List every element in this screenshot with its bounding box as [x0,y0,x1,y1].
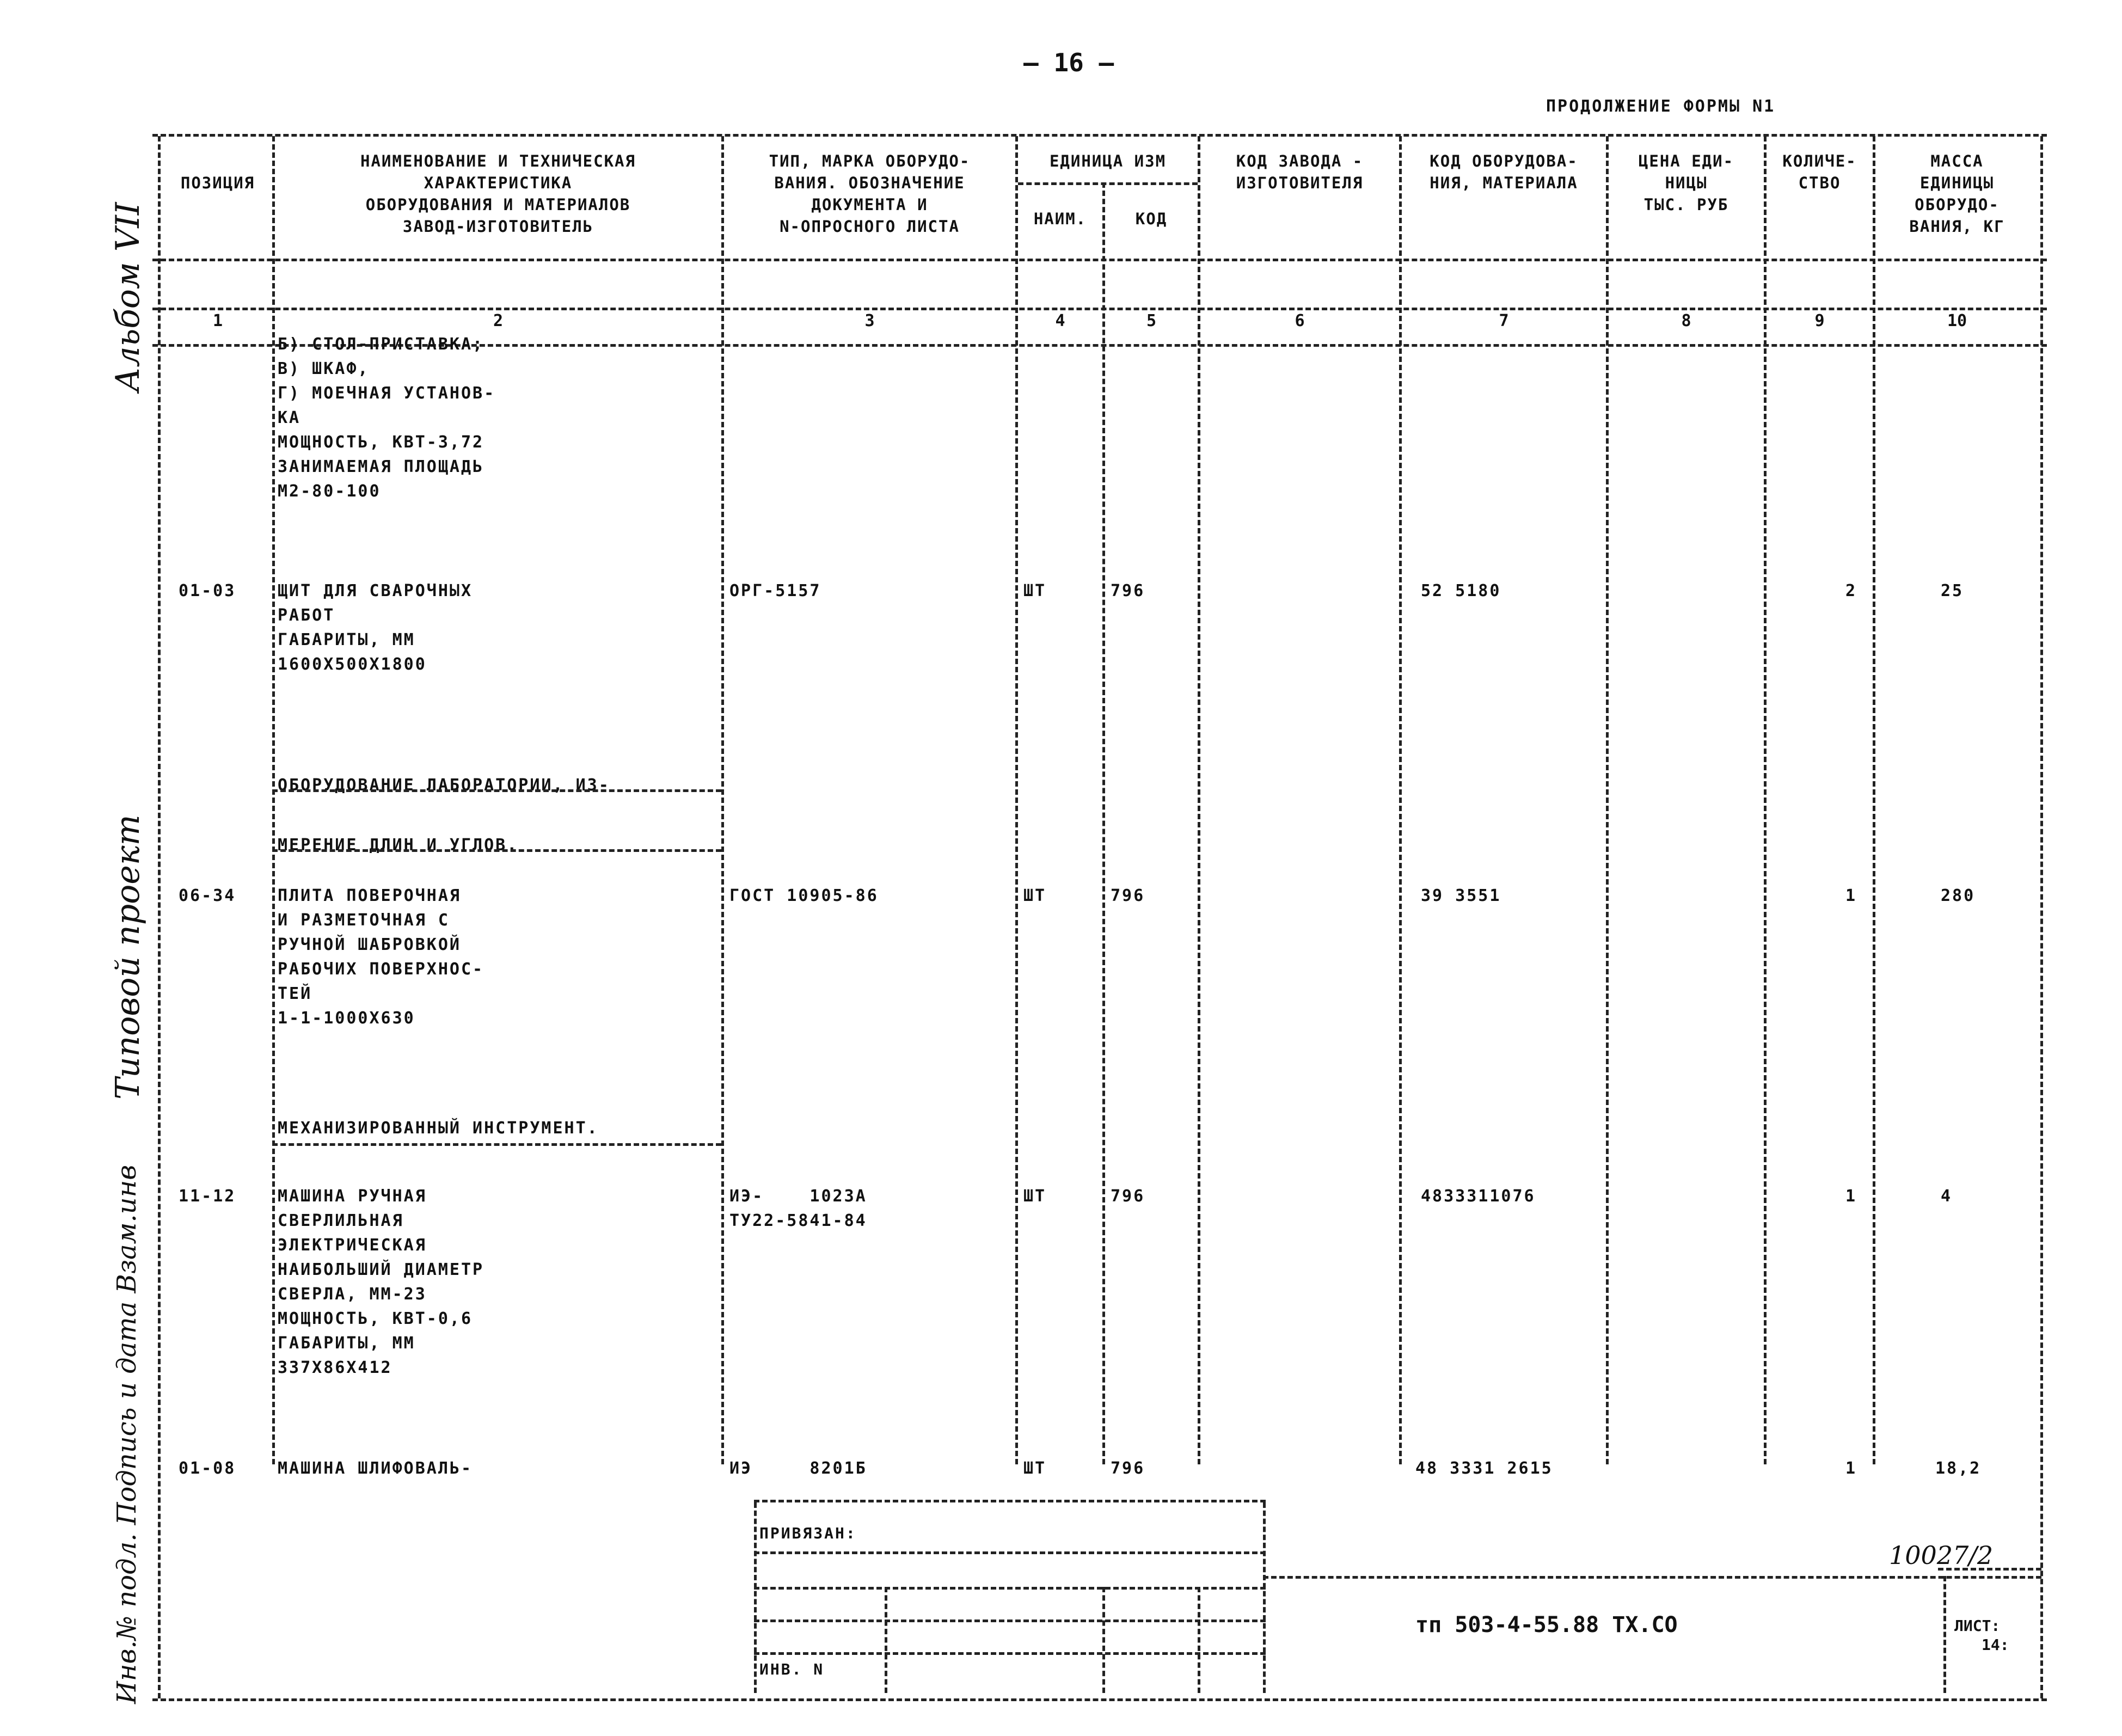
col-line-right [2040,136,2043,1698]
document-code: тп 503-4-55.88 ТХ.СО [1415,1612,1678,1637]
stamp-vline-2 [885,1587,887,1693]
row-06-34-type: ГОСТ 10905-86 [729,886,879,905]
col-line-2 [721,136,724,1464]
stamp-vline-5 [1263,1502,1266,1693]
col-line-left [158,136,161,1698]
margin-project-label: Типовой проект [109,814,147,1100]
col-line-9 [1873,136,1875,1464]
section-underline-1 [272,789,721,792]
col-line-4 [1102,182,1105,1464]
stamp-vline-1 [754,1502,757,1693]
colnum-10: 10 [1947,311,1967,330]
stamp-vline-sheet [1943,1576,1946,1693]
row-11-12-unit: ШТ [1023,1187,1047,1206]
table-top-border [152,134,2047,137]
col-line-6 [1399,136,1402,1464]
sheet-number: 14: [1982,1636,2009,1654]
colnum-7: 7 [1499,311,1509,330]
row-06-34-mass: 280 [1941,886,1976,905]
header-quantity: КОЛИЧЕ- СТВО [1782,152,1857,192]
col-line-7 [1606,136,1609,1464]
header-unit: ЕДИНИЦА ИЗМ [1049,152,1167,170]
row-06-34-name: ПЛИТА ПОВЕРОЧНАЯ И РАЗМЕТОЧНАЯ С РУЧНОЙ ШАБРОВКОЙ РАБОЧИХ ПОВЕРХНОС- ТЕЙ 1-1-1000Х630 [278,886,484,1028]
stamp-line-1 [754,1500,1266,1502]
stamp-line-main [1263,1576,2041,1579]
col-line-1 [272,136,275,1464]
row-06-34-code: 796 [1111,886,1145,905]
colnum-2: 2 [493,311,504,330]
row-01-03-mass: 25 [1941,581,1964,600]
row-11-12-code: 796 [1111,1187,1145,1206]
header-unit-price: ЦЕНА ЕДИ- НИЦЫ ТЫС. РУБ [1638,152,1734,214]
colnum-4: 4 [1055,311,1065,330]
stamp-vline-4 [1198,1587,1200,1693]
colnum-5: 5 [1146,311,1157,330]
form-continuation-title: ПРОДОЛЖЕНИЕ ФОРМЫ N1 [1546,97,1776,116]
stamp-line-4 [754,1620,1266,1622]
row-11-12-type: ИЭ- 1023А ТУ22-5841-84 [729,1187,867,1230]
row-11-12-quantity: 1 [1845,1187,1857,1206]
handwritten-archive-number: 10027/2 [1889,1541,1994,1570]
header-factory-code: КОД ЗАВОДА - ИЗГОТОВИТЕЛЯ [1236,152,1364,192]
row-11-12-mass: 4 [1941,1187,1953,1206]
row-06-34-position: 06-34 [179,886,236,905]
stamp-line-5 [754,1652,1266,1655]
row-01-03-unit: ШТ [1023,581,1047,600]
row-11-12-name: МАШИНА РУЧНАЯ СВЕРЛИЛЬНАЯ ЭЛЕКТРИЧЕСКАЯ НАИБОЛЬШИЙ ДИАМЕТР СВЕРЛА, ММ-23 МОЩНОСТЬ, КВТ-0,6 ГАБАРИТЫ, ММ 337Х86Х412 [278,1187,484,1377]
row-01-08-code: 796 [1111,1459,1145,1478]
row-01-03-name: ЩИТ ДЛЯ СВАРОЧНЫХ РАБОТ ГАБАРИТЫ, ММ 1600Х500Х1800 [278,581,473,674]
page-number: – 16 – [1023,48,1114,77]
section-underline-2 [272,849,721,852]
block-continued-name: Б) СТОЛ-ПРИСТАВКА; В) ШКАФ, Г) МОЕЧНАЯ УСТАНОВ- КА МОЩНОСТЬ, КВТ-3,72 ЗАНИМАЕМАЯ ПЛОЩАДЬ М2-80-100 [278,335,496,501]
row-01-08-type: ИЭ 8201Б [729,1459,867,1478]
header-unit-name: НАИМ. [1033,210,1087,228]
row-01-03-position: 01-03 [179,581,236,600]
header-equipment-code: КОД ОБОРУДОВА- НИЯ, МАТЕРИАЛА [1430,152,1578,192]
header-name: НАИМЕНОВАНИЕ И ТЕХНИЧЕСКАЯ ХАРАКТЕРИСТИКА ОБОРУДОВАНИЯ И МАТЕРИАЛОВ ЗАВОД-ИЗГОТОВИТЕЛЬ [360,152,636,236]
section-lab-equipment: ОБОРУДОВАНИЕ ЛАБОРАТОРИИ, ИЗ- МЕРЕНИЕ ДЛИН И УГЛОВ. [278,776,610,855]
row-01-03-code: 796 [1111,581,1145,600]
section-mechanized-tools: МЕХАНИЗИРОВАННЫЙ ИНСТРУМЕНТ. [278,1119,599,1138]
sheet-label: ЛИСТ: [1954,1617,2001,1635]
header-bottom-border [152,259,2047,261]
row-01-03-quantity: 2 [1845,581,1857,600]
colnum-6: 6 [1295,311,1305,330]
colnum-3: 3 [864,311,875,330]
col-line-8 [1764,136,1767,1464]
colnum-8: 8 [1681,311,1691,330]
header-position: ПОЗИЦИЯ [180,174,255,192]
row-01-08-equipment-code: 48 3331 2615 [1415,1459,1553,1478]
header-unit-code: КОД [1135,210,1168,228]
unit-subheader-line [1018,182,1198,185]
row-11-12-equipment-code: 4833311076 [1421,1187,1536,1206]
stamp-line-2 [754,1551,1266,1554]
stamp-line-3 [754,1587,1266,1590]
row-06-34-unit: ШТ [1023,886,1047,905]
col-line-5 [1198,136,1200,1464]
row-01-08-mass: 18,2 [1935,1459,1982,1478]
header-mass: МАССА ЕДИНИЦЫ ОБОРУДО- ВАНИЯ, КГ [1909,152,2005,236]
row-01-03-type: ОРГ-5157 [729,581,821,600]
section-underline-3 [272,1143,721,1146]
header-type: ТИП, МАРКА ОБОРУДО- ВАНИЯ. ОБОЗНАЧЕНИЕ ДОКУМЕНТА И N-ОПРОСНОГО ЛИСТА [769,152,971,236]
colnum-1: 1 [212,311,223,330]
row-06-34-equipment-code: 39 3551 [1421,886,1501,905]
margin-album-label: Альбом VII [109,202,147,392]
row-01-08-name: МАШИНА ШЛИФОВАЛЬ- [278,1459,473,1478]
row-01-08-unit: ШТ [1023,1459,1047,1478]
stamp-privyazan-label: ПРИВЯЗАН: [759,1524,857,1542]
colnum-9: 9 [1814,311,1825,330]
row-01-08-quantity: 1 [1845,1459,1857,1478]
table-bottom-border [152,1698,2047,1701]
row-11-12-position: 11-12 [179,1187,236,1206]
row-06-34-quantity: 1 [1845,886,1857,905]
row-01-03-equipment-code: 52 5180 [1421,581,1501,600]
margin-signatures-label: Инв.№ подл. Подпись и дата Взам.инв [112,1164,142,1704]
col-line-3 [1015,136,1018,1464]
colnum-top-border [152,308,2047,310]
stamp-inventory-label: ИНВ. N [759,1660,825,1678]
row-01-08-position: 01-08 [179,1459,236,1478]
stamp-vline-3 [1102,1587,1105,1693]
